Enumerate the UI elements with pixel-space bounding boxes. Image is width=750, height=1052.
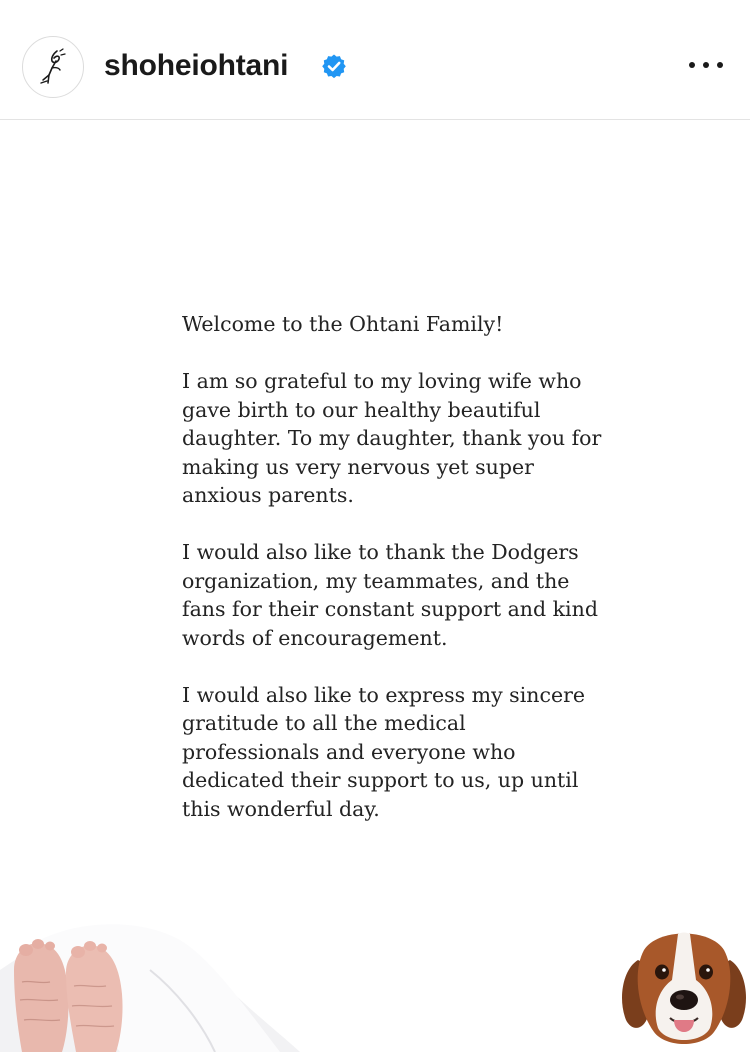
more-options-icon — [684, 50, 730, 80]
post-image[interactable] — [0, 120, 750, 1052]
caption-paragraph: I would also like to thank the Dodgers organization, my teammates, and the fans for their constant support and kind words of encouragement. — [182, 540, 598, 650]
more-options-button[interactable] — [684, 50, 730, 80]
post-header — [0, 0, 750, 120]
baby-feet-photo — [0, 910, 300, 1052]
username[interactable]: shoheiohtani — [104, 49, 289, 82]
caption-paragraph: I would also like to express my sincere gratitude to all the medical professionals and everyone who dedicated their support to us, up until this wonderful day. — [182, 682, 586, 821]
profile-avatar[interactable] — [22, 36, 84, 98]
post-caption — [182, 310, 602, 852]
caption-paragraph: I am so grateful to my loving wife who gave birth to our healthy beautiful daughter. To my daughter, thank you for making us very nervous yet super anxious parents. — [182, 369, 602, 507]
verified-badge-icon — [320, 53, 348, 81]
dog-photo — [618, 920, 750, 1052]
caption-title: Welcome to the Ohtani Family! — [182, 312, 504, 336]
signature-logo-icon — [23, 37, 83, 97]
